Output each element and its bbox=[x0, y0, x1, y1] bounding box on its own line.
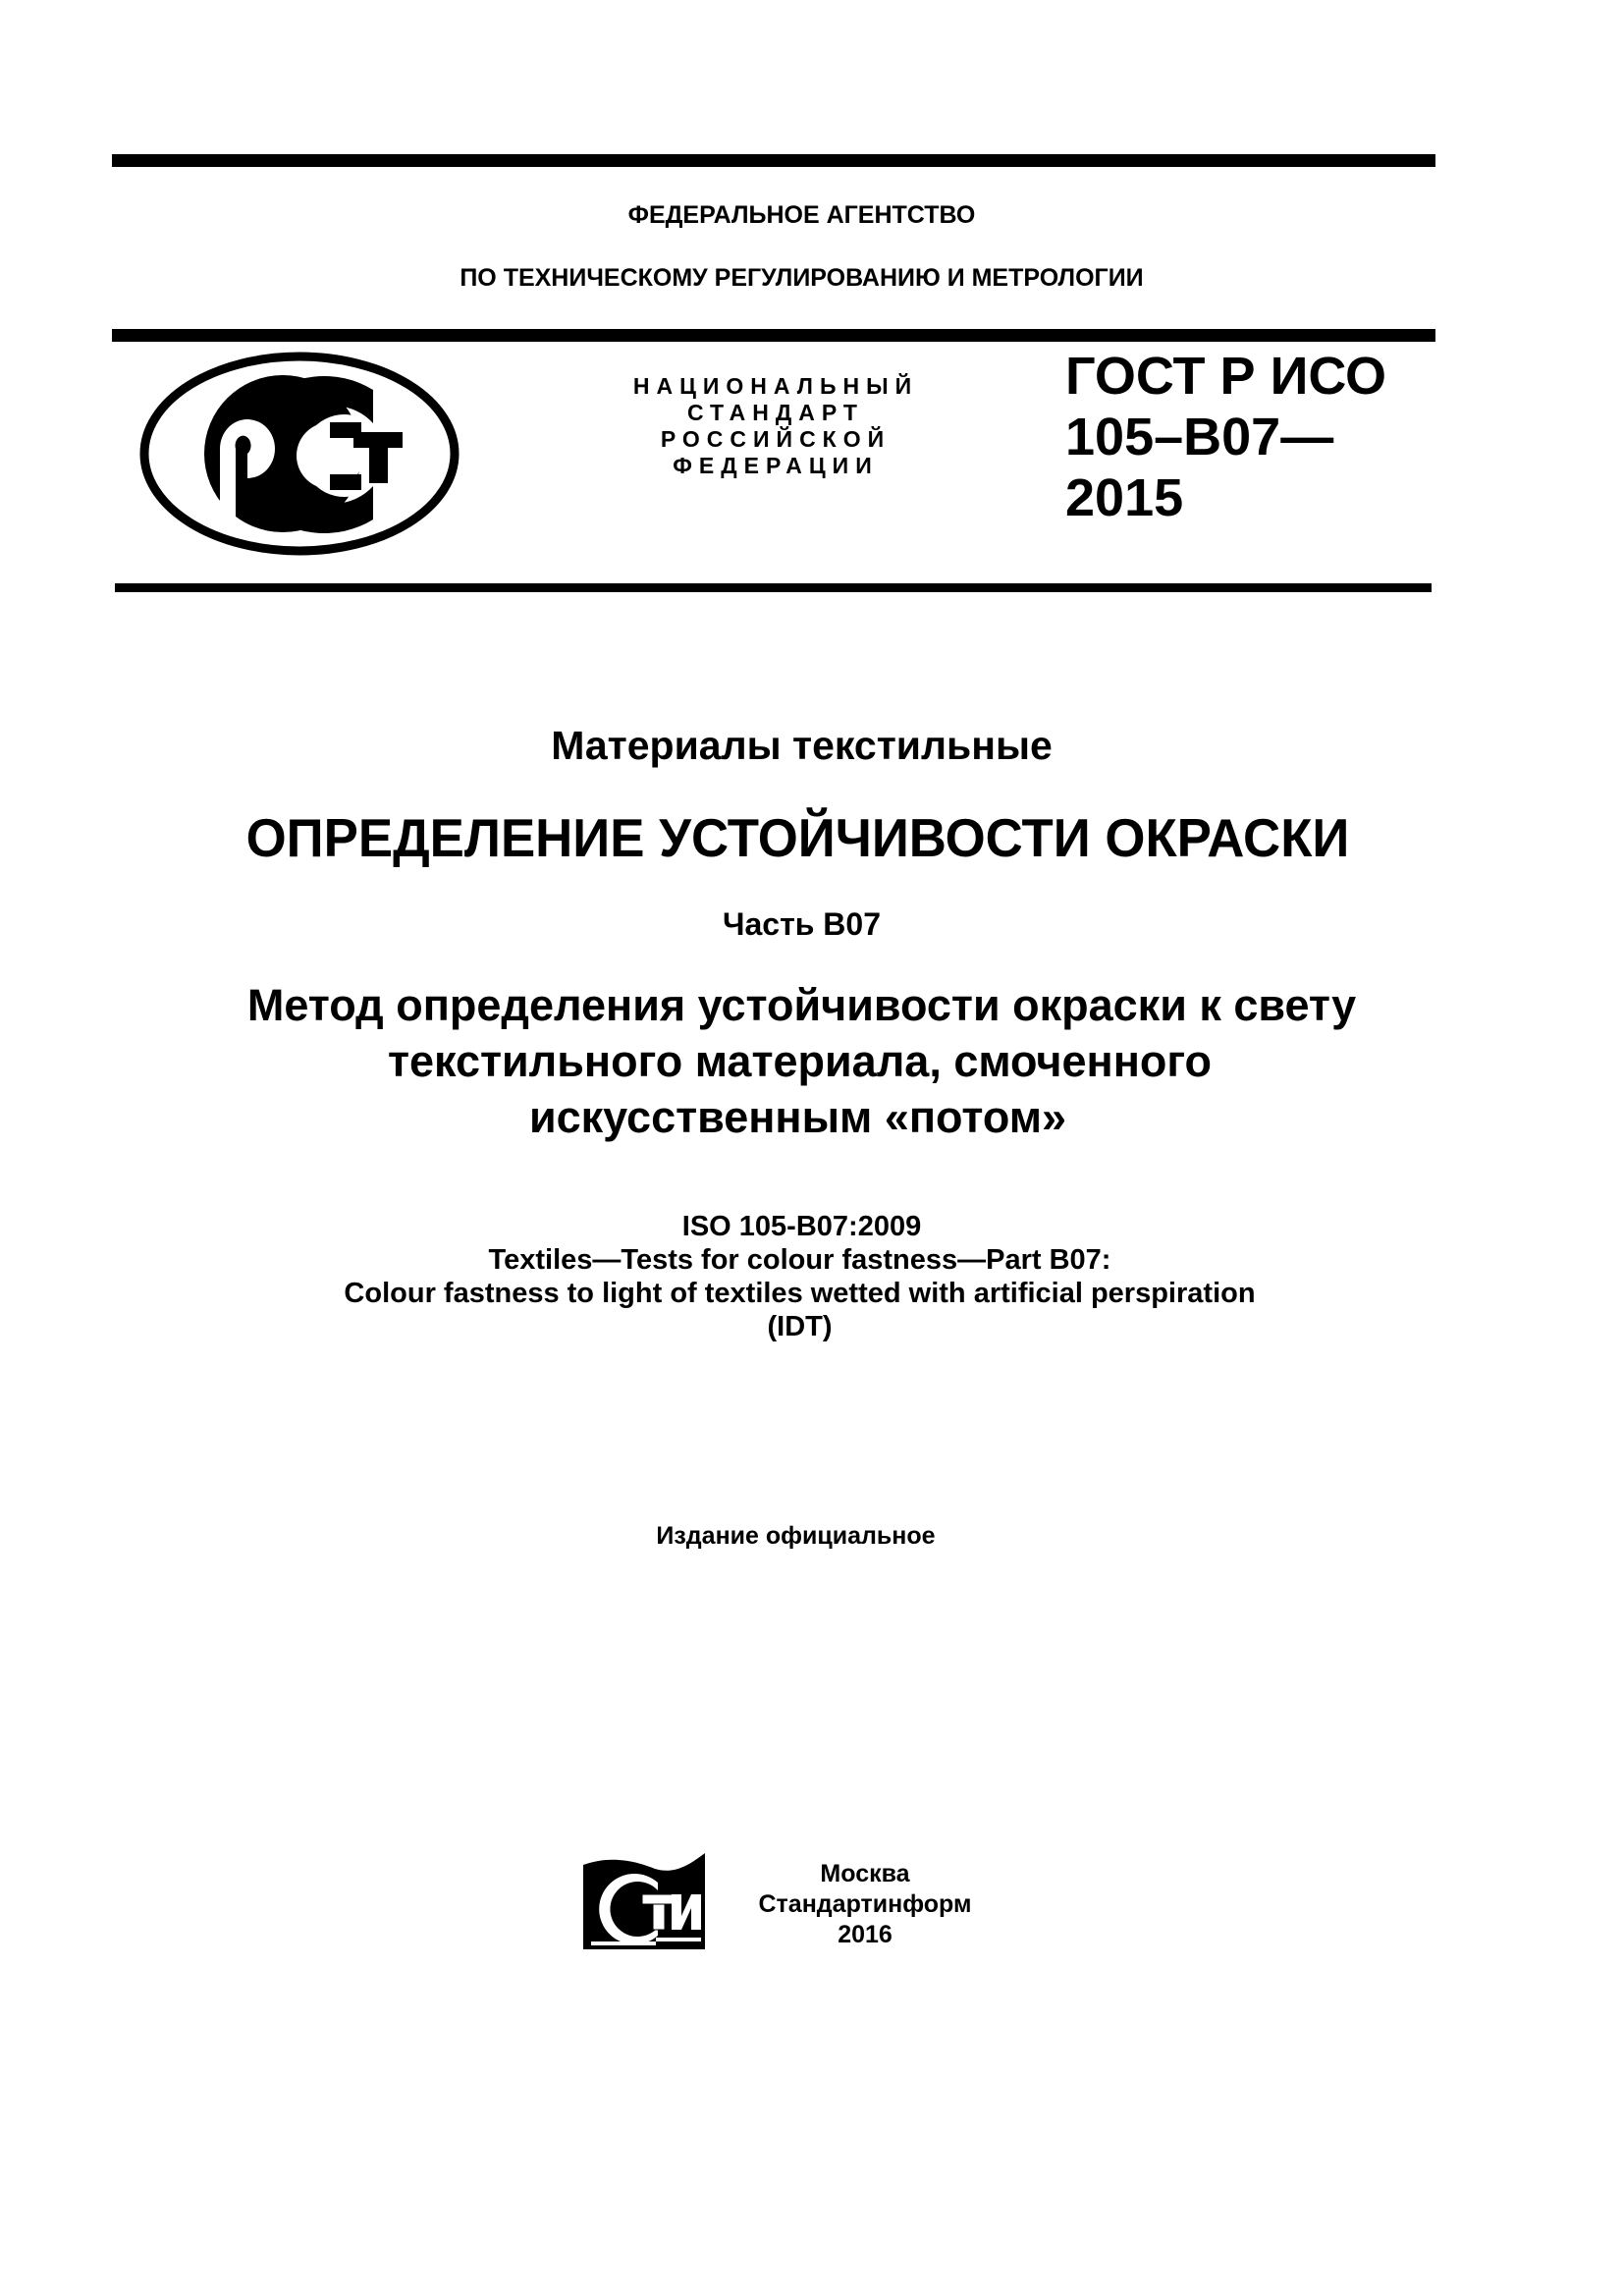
national-standard-label bbox=[599, 373, 952, 479]
rst-logo bbox=[137, 351, 461, 557]
method-title-line-3: искусственным «потом» bbox=[528, 1092, 1067, 1142]
designation-line: 105–B07— bbox=[1065, 408, 1334, 466]
national-standard-line: ФЕДЕРАЦИИ bbox=[673, 453, 879, 478]
standard-block-bottom-rule bbox=[115, 583, 1432, 592]
national-standard-line: РОССИЙСКОЙ bbox=[660, 426, 892, 452]
document-part: Часть B07 bbox=[722, 906, 881, 942]
iso-title-line-2: Colour fastness to light of textiles wetted with artificial perspiration bbox=[344, 1278, 1256, 1309]
method-title-line-1: Метод определения устойчивости окраски к свету bbox=[246, 980, 1357, 1030]
document-main-title: ОПРЕДЕЛЕНИЕ УСТОЙЧИВОСТИ ОКРАСКИ bbox=[245, 807, 1350, 868]
standartinform-logo-icon bbox=[581, 1851, 707, 1955]
agency-line-1: ФЕДЕРАЛЬНОЕ АГЕНТСТВО bbox=[627, 201, 976, 229]
rst-logo-icon bbox=[137, 351, 461, 557]
designation-line: 2015 bbox=[1065, 468, 1184, 527]
method-title-line-2: текстильного материала, смоченного bbox=[387, 1036, 1213, 1086]
official-edition-label: Издание официальное bbox=[656, 1522, 936, 1550]
designation-line: ГОСТ Р ИСО bbox=[1065, 347, 1387, 406]
top-rule bbox=[112, 154, 1435, 167]
publisher-city: Москва bbox=[820, 1860, 910, 1887]
header-separator-rule bbox=[112, 329, 1435, 342]
iso-equivalence: (IDT) bbox=[767, 1311, 833, 1342]
standard-designation bbox=[1065, 346, 1386, 528]
iso-code: ISO 105-B07:2009 bbox=[681, 1211, 922, 1242]
publication-year: 2016 bbox=[838, 1921, 893, 1948]
national-standard-line: НАЦИОНАЛЬНЫЙ bbox=[632, 373, 919, 399]
iso-title-line-1: Textiles—Tests for colour fastness—Part B07: bbox=[488, 1244, 1111, 1276]
standartinform-logo bbox=[581, 1851, 707, 1955]
agency-line-2: ПО ТЕХНИЧЕСКОМУ РЕГУЛИРОВАНИЮ И МЕТРОЛОГИИ bbox=[460, 264, 1144, 292]
publisher-name: Стандартинформ bbox=[758, 1890, 972, 1918]
document-subject: Материалы текстильные bbox=[551, 723, 1053, 768]
publisher-info bbox=[727, 1859, 1003, 1950]
national-standard-line: СТАНДАРТ bbox=[687, 400, 864, 425]
